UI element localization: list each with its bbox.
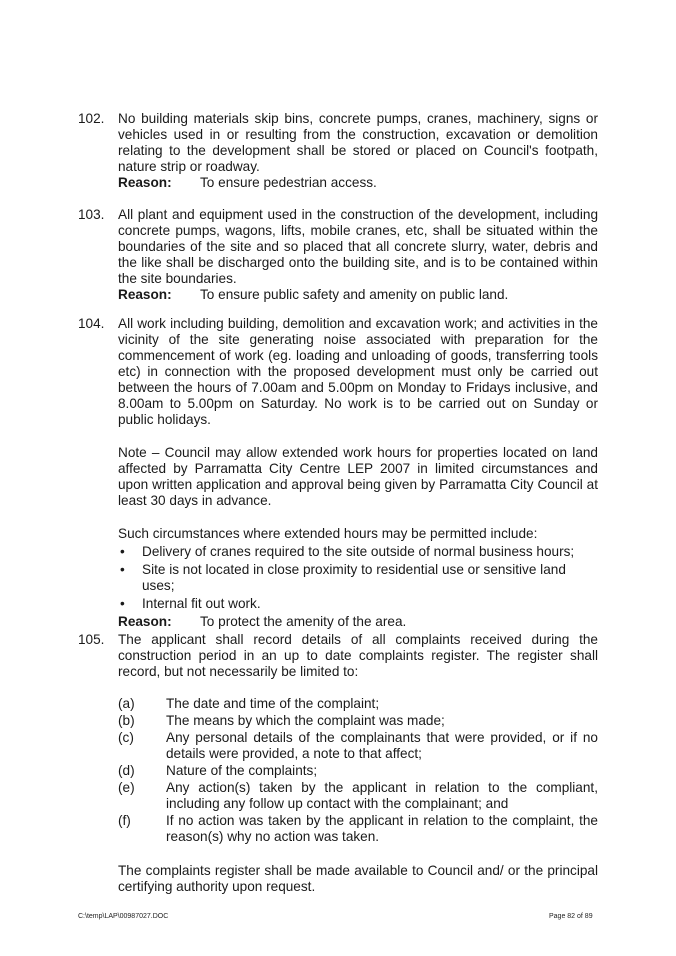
item-label: (d) — [118, 763, 135, 778]
reason-line — [118, 287, 598, 303]
reason-text: To ensure pedestrian access. — [200, 175, 377, 190]
bullet-icon: • — [120, 596, 125, 611]
reason-text: To protect the amenity of the area. — [200, 614, 407, 629]
clause-text: The applicant shall record details of all complaints received during the construction period in an up to date complaints register. The register shall record, but not necessarily be limited to: — [118, 632, 598, 679]
item-text: If no action was taken by the applicant in relation to the complaint, the reason(s) why no action was taken. — [166, 813, 598, 844]
reason-label: Reason: — [118, 175, 172, 190]
bullet-item: • Internal fit out work. — [120, 596, 261, 611]
list-item — [118, 730, 598, 762]
item-text: The means by which the complaint was made; — [166, 713, 445, 728]
clause-text: No building materials skip bins, concrete pumps, cranes, machinery, signs or vehicles used in or resulting from the construction, excavation or demolition relating to the development shall be stored or placed on Council's footpath, nature strip or roadway. — [118, 111, 598, 174]
item-text: The date and time of the complaint; — [166, 696, 380, 711]
reason-label: Reason: — [118, 287, 172, 302]
clause-number: 104. — [78, 316, 105, 331]
footer-file-path: C:\temp\LAP\00987027.DOC — [78, 913, 169, 920]
bullet-icon: • — [120, 544, 125, 559]
list-item — [118, 813, 598, 845]
item-label: (a) — [118, 696, 135, 711]
item-text: Any personal details of the complainants that were provided, or if no details were provided, a note to that affect; — [166, 730, 598, 761]
reason-line — [118, 614, 598, 630]
clause-intro: Such circumstances where extended hours may be permitted include: — [118, 526, 538, 541]
reason-line — [118, 175, 598, 191]
clause-text: All work including building, demolition and excavation work; and activities in the vicinity of the site generating noise associated with preparation for the commencement of work (eg. loading and unloading of goods, transferring tools etc) in connection with the proposed development must only be carried out between the hours of 7.00am and 5.00pm on Monday to Fridays inclusive, and 8.00am to 5.00pm on Saturday. No work is to be carried out on Sunday or public holidays. — [118, 316, 598, 427]
clause-note: Note – Council may allow extended work hours for properties located on land affected by Parramatta City Centre LEP 2007 in limited circumstances and upon written application and approval being given by Parramatta City Council at least 30 days in advance. — [118, 445, 598, 508]
list-item — [118, 696, 598, 712]
list-item — [118, 780, 598, 812]
clause-number: 103. — [78, 207, 105, 222]
item-label: (e) — [118, 780, 135, 795]
reason-label: Reason: — [118, 614, 172, 629]
complaint-details-list — [118, 696, 598, 845]
list-item — [118, 763, 598, 779]
item-label: (c) — [118, 730, 134, 745]
clause-closing: The complaints register shall be made available to Council and/ or the principal certifying authority upon request. — [118, 863, 598, 894]
item-text: Any action(s) taken by the applicant in relation to the compliant, including any follow up contact with the complainant; and — [166, 780, 598, 811]
list-item — [118, 713, 598, 729]
bullet-list — [118, 544, 598, 612]
bullet-item: • Site is not located in close proximity to residential use or sensitive land uses; — [120, 562, 566, 593]
item-text: Nature of the complaints; — [166, 763, 318, 778]
footer-page-number: Page 82 of 89 — [549, 913, 593, 920]
reason-text: To ensure public safety and amenity on public land. — [200, 287, 509, 302]
bullet-item: • Delivery of cranes required to the site outside of normal business hours; — [120, 544, 575, 559]
clause-text: All plant and equipment used in the construction of the development, including concrete pumps, wagons, lifts, mobile cranes, etc, shall be situated within the boundaries of the site and so placed that all concrete slurry, water, debris and the like shall be discharged onto the building site, and is to be contained within the site boundaries. — [118, 207, 598, 286]
item-label: (f) — [118, 813, 131, 828]
item-label: (b) — [118, 713, 135, 728]
clause-number: 105. — [78, 632, 105, 647]
bullet-icon: • — [120, 562, 125, 577]
clause-number: 102. — [78, 111, 105, 126]
